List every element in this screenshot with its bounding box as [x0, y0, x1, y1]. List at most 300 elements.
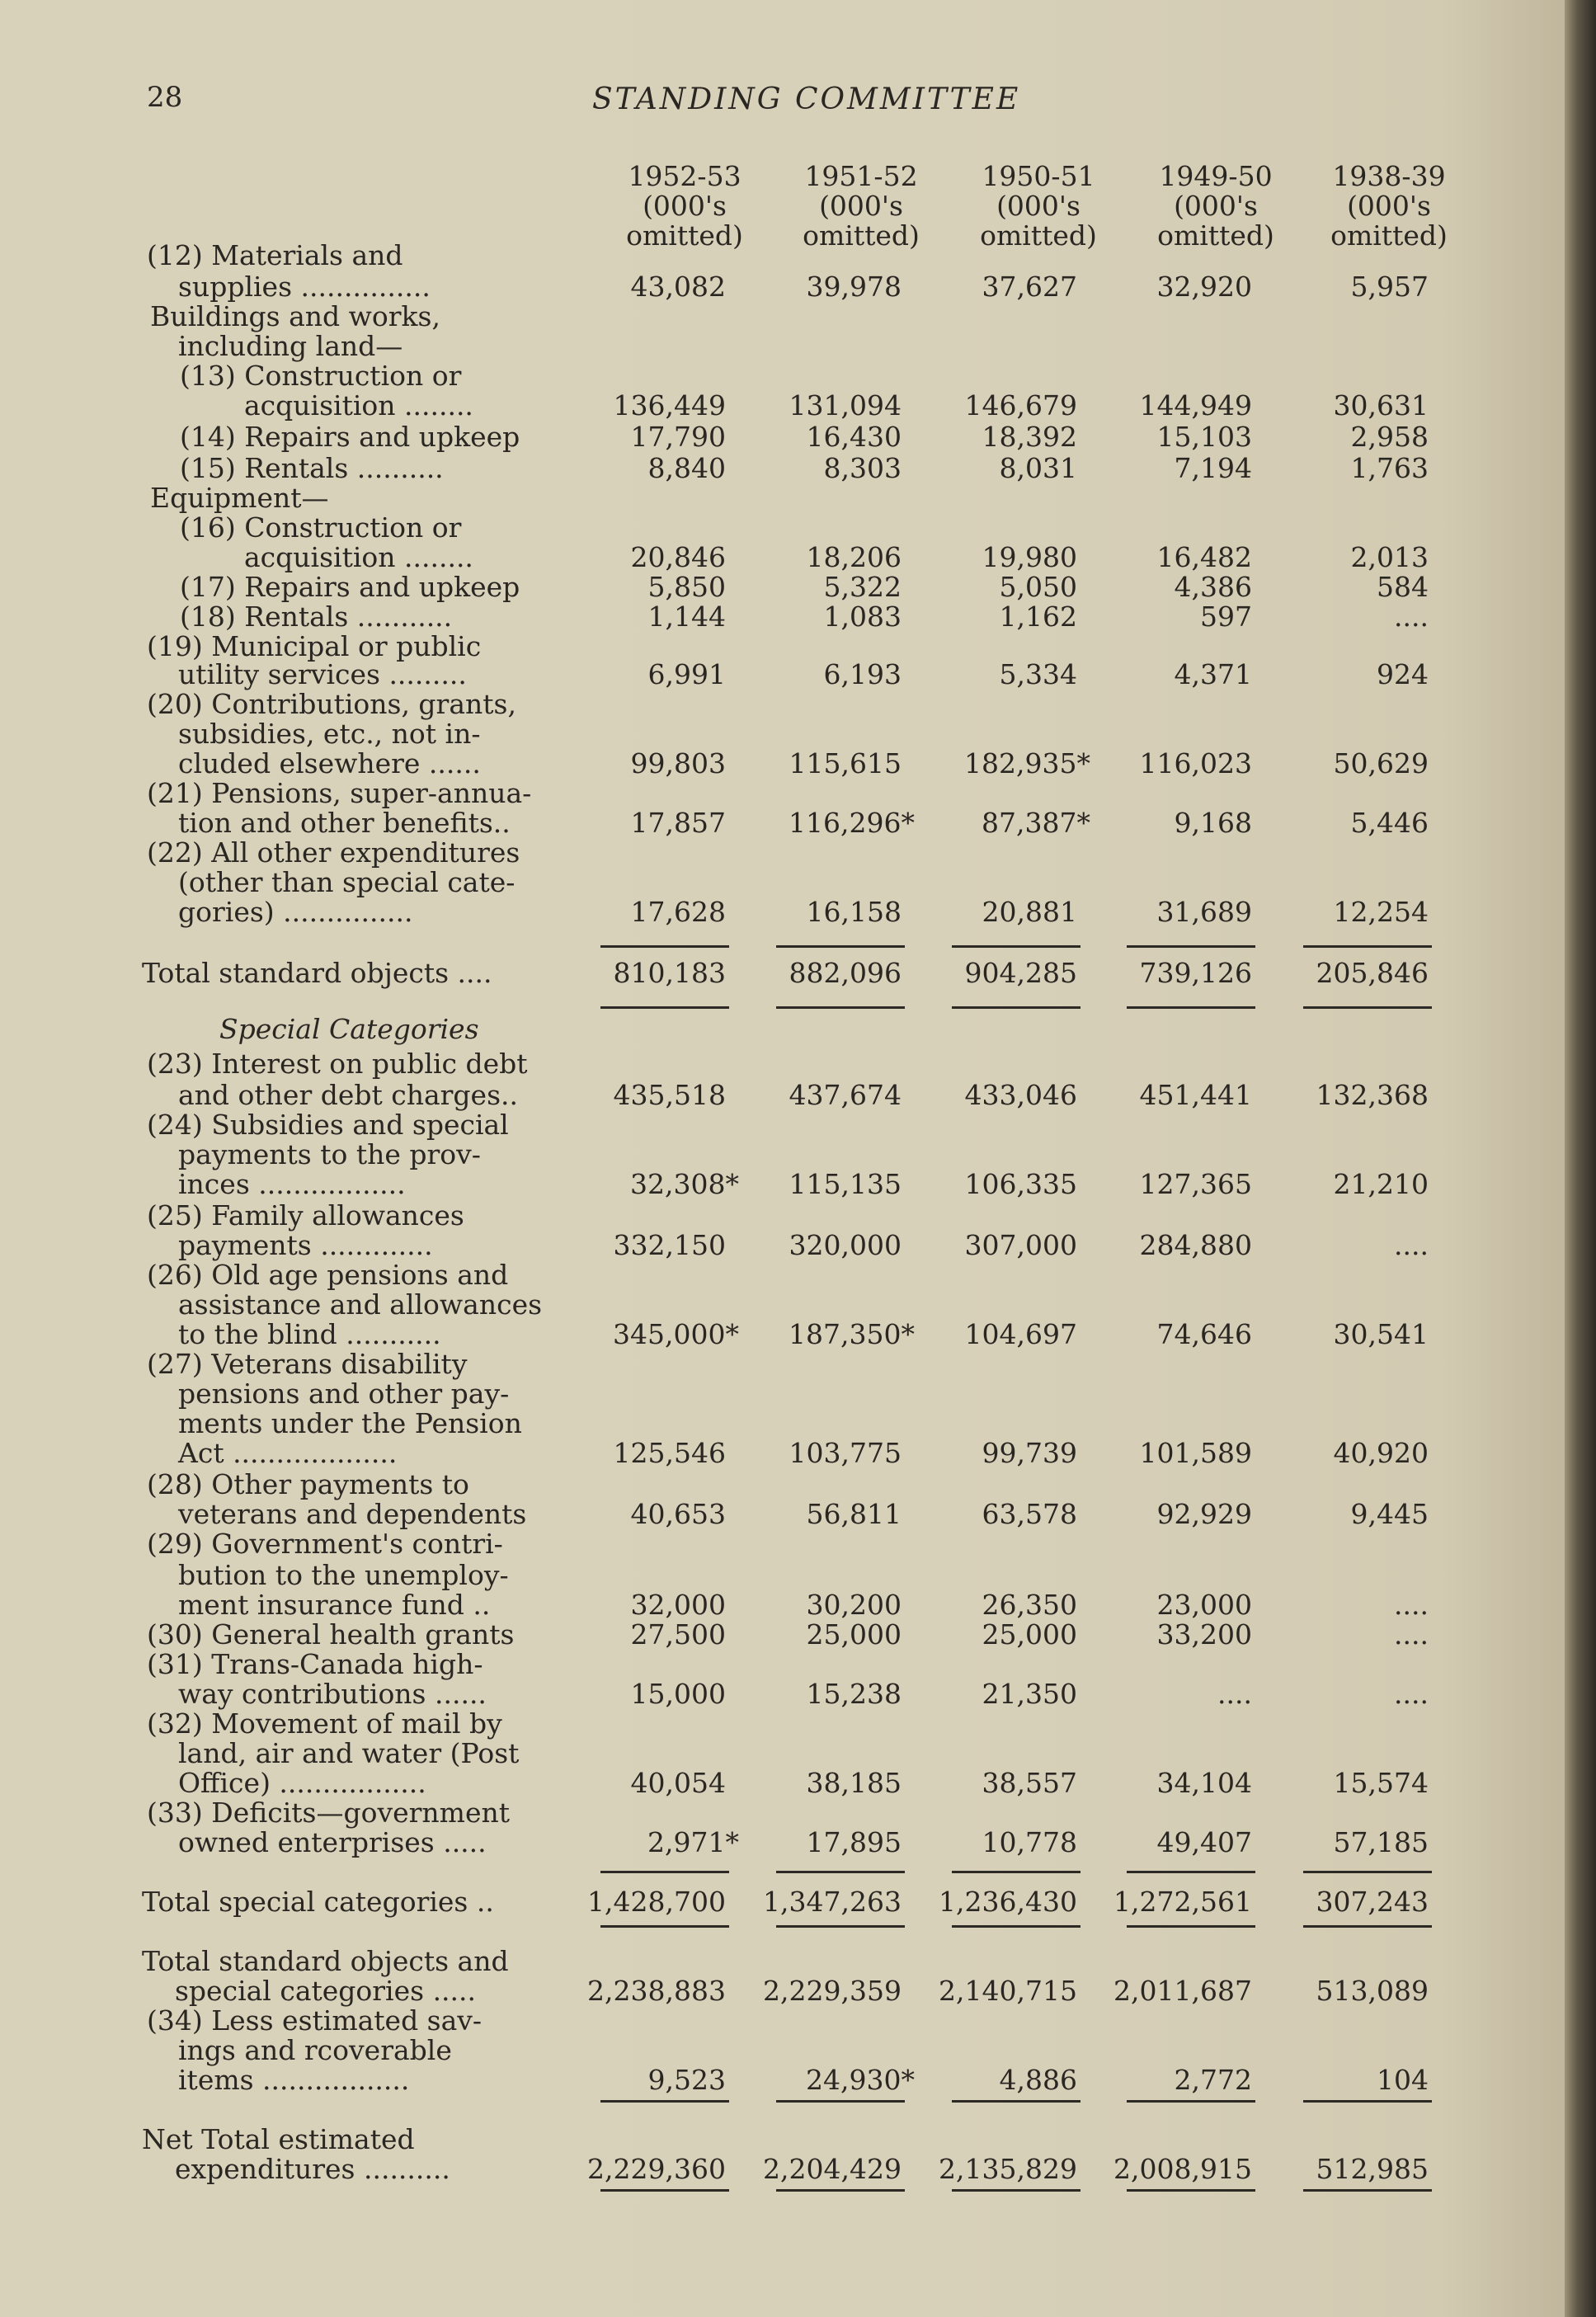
total-rule: [600, 2189, 729, 2192]
cell-1949-50: 4,371: [1174, 658, 1252, 690]
cell-1950-51: 433,046: [964, 1079, 1077, 1111]
column-header-year: 1949-50: [1159, 160, 1273, 192]
cell-1938-39: 9,445: [1350, 1498, 1429, 1530]
cell-1938-39: 5,446: [1350, 807, 1429, 839]
cell-1950-51: 99,739: [982, 1437, 1077, 1469]
row-label: (18) Rentals ...........: [180, 600, 453, 633]
total-rule: [952, 1871, 1080, 1873]
column-header-unit1: (000's: [996, 190, 1080, 222]
cell-1949-50: 31,689: [1156, 896, 1252, 928]
row-label: ings and rcoverable: [178, 2034, 452, 2066]
table-row: [0, 1439, 1567, 1468]
row-label: (other than special cate-: [178, 866, 516, 898]
total-rule: [776, 945, 905, 948]
row-label: special categories .....: [175, 1975, 477, 2007]
total-rule: [600, 1871, 729, 1873]
cell-1949-50: 2,772: [1174, 2064, 1252, 2096]
cell-1950-51: 104,697: [964, 1318, 1077, 1350]
table-row: [0, 2155, 1567, 2184]
cell-1951-52: 8,303: [823, 452, 902, 484]
table-label-line: [0, 1290, 1567, 1320]
table-label-line: [0, 1561, 1567, 1590]
cell-1938-39: ....: [1394, 1229, 1429, 1261]
row-label: (19) Municipal or public: [147, 630, 482, 662]
row-label: acquisition ........: [244, 389, 473, 421]
cell-1951-52: 1,347,263: [763, 1886, 902, 1918]
row-label: (24) Subsidies and special: [147, 1109, 509, 1141]
total-rule: [1303, 1871, 1432, 1873]
row-label: Special Categories: [219, 1013, 479, 1045]
row-label: (17) Repairs and upkeep: [180, 571, 520, 603]
row-label: (29) Government's contri-: [147, 1528, 503, 1560]
table-row: [0, 422, 1567, 452]
table-row: [0, 1500, 1567, 1529]
column-header-unit1: (000's: [1174, 190, 1258, 222]
cell-1950-51: 182,935*: [964, 747, 1090, 779]
cell-1952-53: 1,428,700: [587, 1886, 726, 1918]
cell-1952-53: 125,546: [613, 1437, 726, 1469]
row-label: (21) Pensions, super-annua-: [147, 777, 532, 809]
cell-1951-52: 2,229,359: [763, 1975, 902, 2007]
cell-1949-50: 284,880: [1139, 1229, 1252, 1261]
row-label: subsidies, etc., not in-: [178, 718, 481, 750]
cell-1951-52: 15,238: [806, 1678, 902, 1710]
total-rule: [1303, 1006, 1432, 1009]
column-header-year: 1951-52: [804, 160, 918, 192]
table-row: [0, 602, 1567, 632]
cell-1951-52: 38,185: [806, 1767, 902, 1799]
cell-1950-51: 8,031: [999, 452, 1077, 484]
cell-1952-53: 99,803: [630, 747, 726, 779]
cell-1949-50: 32,920: [1156, 271, 1252, 303]
row-label: ments under the Pension: [178, 1407, 522, 1439]
cell-1951-52: 16,158: [806, 896, 902, 928]
cell-1938-39: 30,541: [1333, 1318, 1429, 1350]
column-header-year: 1950-51: [982, 160, 1095, 192]
cell-1951-52: 56,811: [806, 1498, 902, 1530]
cell-1949-50: 116,023: [1139, 747, 1252, 779]
cell-1951-52: 25,000: [806, 1618, 902, 1651]
row-label: payments .............: [178, 1229, 433, 1261]
cell-1950-51: 5,050: [999, 571, 1077, 603]
row-label: (28) Other payments to: [147, 1468, 469, 1500]
cell-1938-39: 584: [1377, 571, 1429, 603]
total-rule: [600, 945, 729, 948]
table-row: [0, 454, 1567, 483]
table-row: [0, 1170, 1567, 1199]
table-label-line: [0, 868, 1567, 897]
cell-1952-53: 2,971*: [647, 1826, 739, 1858]
total-rule: [952, 2189, 1080, 2192]
table-row: [0, 958, 1567, 988]
cell-1952-53: 2,229,360: [587, 2153, 726, 2185]
cell-1949-50: 15,103: [1156, 421, 1252, 453]
row-label: gories) ...............: [178, 896, 413, 928]
cell-1952-53: 20,846: [630, 541, 726, 573]
cell-1938-39: ....: [1394, 600, 1429, 633]
running-head: STANDING COMMITTEE: [592, 82, 1021, 116]
cell-1950-51: 26,350: [982, 1589, 1077, 1621]
cell-1952-53: 17,628: [630, 896, 726, 928]
row-label: Total standard objects and: [142, 1945, 509, 1977]
table-row: [0, 1590, 1567, 1620]
cell-1950-51: 2,140,715: [939, 1975, 1077, 2007]
total-rule: [776, 1006, 905, 1009]
cell-1938-39: 1,763: [1350, 452, 1429, 484]
cell-1952-53: 17,857: [630, 807, 726, 839]
table-label-line: [0, 1349, 1567, 1379]
cell-1950-51: 904,285: [964, 957, 1077, 989]
row-label: (32) Movement of mail by: [147, 1707, 502, 1740]
total-rule: [1127, 1925, 1255, 1928]
cell-1949-50: ....: [1217, 1678, 1252, 1710]
column-header-unit1: (000's: [643, 190, 727, 222]
row-label: way contributions ......: [178, 1678, 487, 1710]
row-label: (31) Trans-Canada high-: [147, 1648, 483, 1680]
cell-1952-53: 43,082: [630, 271, 726, 303]
column-header-year: 1938-39: [1332, 160, 1446, 192]
total-rule: [600, 1925, 729, 1928]
total-rule: [1127, 2189, 1255, 2192]
cell-1952-53: 2,238,883: [587, 1975, 726, 2007]
table-label-line: [0, 690, 1567, 719]
table-row: [0, 1081, 1567, 1110]
cell-1952-53: 345,000*: [613, 1318, 739, 1350]
row-label: ment insurance fund ..: [178, 1589, 491, 1621]
row-label: cluded elsewhere ......: [178, 747, 481, 779]
total-rule: [1303, 945, 1432, 948]
cell-1949-50: 34,104: [1156, 1767, 1252, 1799]
row-label: Net Total estimated: [142, 2123, 415, 2155]
cell-1950-51: 37,627: [982, 271, 1077, 303]
row-label: (30) General health grants: [147, 1618, 515, 1651]
cell-1950-51: 10,778: [982, 1826, 1077, 1858]
row-label: bution to the unemploy-: [178, 1559, 509, 1591]
cell-1949-50: 451,441: [1139, 1079, 1252, 1111]
total-rule: [1127, 2100, 1255, 2103]
cell-1951-52: 16,430: [806, 421, 902, 453]
column-header-unit2: omitted): [1157, 219, 1274, 252]
table-label-line: [0, 332, 1567, 361]
total-rule: [776, 1925, 905, 1928]
table-label-line: [0, 1015, 1567, 1044]
cell-1951-52: 6,193: [823, 658, 902, 690]
cell-1952-53: 810,183: [613, 957, 726, 989]
cell-1952-53: 15,000: [630, 1678, 726, 1710]
table-row: [0, 749, 1567, 779]
total-rule: [1127, 1871, 1255, 1873]
cell-1949-50: 74,646: [1156, 1318, 1252, 1350]
row-label: (23) Interest on public debt: [147, 1048, 528, 1080]
cell-1938-39: ....: [1394, 1678, 1429, 1710]
row-label: land, air and water (Post: [178, 1737, 520, 1769]
row-label: payments to the prov-: [178, 1138, 481, 1170]
table-label-line: [0, 1650, 1567, 1679]
row-label: Office) .................: [178, 1767, 426, 1799]
total-rule: [952, 1006, 1080, 1009]
row-label: to the blind ...........: [178, 1318, 441, 1350]
cell-1951-52: 39,978: [806, 271, 902, 303]
cell-1951-52: 5,322: [823, 571, 902, 603]
cell-1950-51: 2,135,829: [939, 2153, 1077, 2185]
cell-1949-50: 597: [1200, 600, 1252, 633]
table-label-line: [0, 361, 1567, 391]
row-label: (15) Rentals ..........: [180, 452, 444, 484]
cell-1950-51: 106,335: [964, 1168, 1077, 1200]
row-label: (13) Construction or: [180, 360, 462, 392]
table-label-line: [0, 1140, 1567, 1170]
total-rule: [952, 1925, 1080, 1928]
cell-1938-39: 132,368: [1316, 1079, 1429, 1111]
row-label: including land—: [178, 330, 403, 362]
cell-1952-53: 136,449: [613, 389, 726, 421]
table-row: [0, 660, 1567, 690]
table-label-line: [0, 1110, 1567, 1140]
table-label-line: [0, 2036, 1567, 2065]
book-spine-shadow: [1565, 0, 1596, 2317]
table-label-line: [0, 1947, 1567, 1976]
cell-1952-53: 9,523: [647, 2064, 726, 2096]
row-label: tion and other benefits..: [178, 807, 511, 839]
table-row: [0, 1976, 1567, 2006]
table-row: [0, 391, 1567, 421]
cell-1949-50: 127,365: [1139, 1168, 1252, 1200]
page-number: 28: [147, 81, 183, 114]
table-row: [0, 1768, 1567, 1798]
row-label: Total standard objects ....: [142, 957, 492, 989]
cell-1951-52: 17,895: [806, 1826, 902, 1858]
table-label-line: [0, 1379, 1567, 1409]
cell-1951-52: 115,615: [789, 747, 902, 779]
cell-1949-50: 144,949: [1139, 389, 1252, 421]
row-label: Buildings and works,: [150, 300, 440, 332]
cell-1952-53: 6,991: [647, 658, 726, 690]
table-label-line: [0, 2006, 1567, 2036]
row-label: Total special categories ..: [142, 1886, 494, 1918]
table-row: [0, 543, 1567, 572]
row-label: (14) Repairs and upkeep: [180, 421, 520, 453]
cell-1938-39: 57,185: [1333, 1826, 1429, 1858]
row-label: acquisition ........: [244, 541, 473, 573]
table-label-line: [0, 302, 1567, 332]
table-row: [0, 572, 1567, 602]
cell-1949-50: 92,929: [1156, 1498, 1252, 1530]
table-label-line: [0, 1260, 1567, 1290]
cell-1938-39: 30,631: [1333, 389, 1429, 421]
table-label-line: [0, 1470, 1567, 1500]
row-label: owned enterprises .....: [178, 1826, 487, 1858]
cell-1951-52: 131,094: [789, 389, 902, 421]
table-label-line: [0, 1798, 1567, 1828]
column-header-unit2: omitted): [1330, 219, 1448, 252]
cell-1950-51: 5,334: [999, 658, 1077, 690]
table-label-line: [0, 779, 1567, 808]
cell-1938-39: 5,957: [1350, 271, 1429, 303]
row-label: (34) Less estimated sav-: [147, 2004, 483, 2037]
total-rule: [1303, 2189, 1432, 2192]
cell-1952-53: 435,518: [613, 1079, 726, 1111]
cell-1951-52: 1,083: [823, 600, 902, 633]
cell-1950-51: 1,162: [999, 600, 1077, 633]
row-label: (20) Contributions, grants,: [147, 688, 516, 720]
row-label: and other debt charges..: [178, 1079, 519, 1111]
row-label: (26) Old age pensions and: [147, 1259, 509, 1291]
table-row: [0, 1320, 1567, 1349]
table-label-line: [0, 241, 1567, 271]
row-label: Act ...................: [178, 1437, 398, 1469]
cell-1938-39: 2,958: [1350, 421, 1429, 453]
cell-1938-39: 15,574: [1333, 1767, 1429, 1799]
row-label: (27) Veterans disability: [147, 1348, 468, 1380]
cell-1938-39: 40,920: [1333, 1437, 1429, 1469]
row-label: items .................: [178, 2064, 410, 2096]
table-row: [0, 1620, 1567, 1650]
cell-1952-53: 5,850: [647, 571, 726, 603]
table-label-line: [0, 1049, 1567, 1079]
total-rule: [952, 945, 1080, 948]
cell-1951-52: 116,296*: [789, 807, 915, 839]
cell-1938-39: 205,846: [1316, 957, 1429, 989]
cell-1951-52: 320,000: [789, 1229, 902, 1261]
table-label-line: [0, 1739, 1567, 1768]
table-label-line: [0, 1201, 1567, 1231]
table-label-line: [0, 513, 1567, 543]
table-label-line: [0, 1529, 1567, 1559]
cell-1950-51: 19,980: [982, 541, 1077, 573]
table-label-line: [0, 1709, 1567, 1739]
cell-1950-51: 307,000: [964, 1229, 1077, 1261]
table-row: [0, 2065, 1567, 2095]
total-rule: [776, 2189, 905, 2192]
cell-1951-52: 115,135: [789, 1168, 902, 1200]
cell-1938-39: ....: [1394, 1589, 1429, 1621]
row-label: assistance and allowances: [178, 1288, 543, 1321]
cell-1949-50: 2,008,915: [1113, 2153, 1252, 2185]
table-label-line: [0, 2125, 1567, 2155]
row-label: supplies ...............: [178, 271, 431, 303]
cell-1950-51: 1,236,430: [939, 1886, 1077, 1918]
cell-1938-39: 513,089: [1316, 1975, 1429, 2007]
cell-1951-52: 24,930*: [806, 2064, 915, 2096]
cell-1951-52: 18,206: [806, 541, 902, 573]
cell-1938-39: 924: [1377, 658, 1429, 690]
cell-1951-52: 30,200: [806, 1589, 902, 1621]
cell-1952-53: 32,000: [630, 1589, 726, 1621]
total-rule: [776, 2100, 905, 2103]
cell-1952-53: 27,500: [630, 1618, 726, 1651]
total-rule: [1303, 1925, 1432, 1928]
cell-1951-52: 103,775: [789, 1437, 902, 1469]
cell-1952-53: 8,840: [647, 452, 726, 484]
cell-1949-50: 23,000: [1156, 1589, 1252, 1621]
table-label-line: [0, 483, 1567, 513]
table-row: [0, 1679, 1567, 1709]
total-rule: [952, 2100, 1080, 2103]
cell-1949-50: 4,386: [1174, 571, 1252, 603]
cell-1950-51: 38,557: [982, 1767, 1077, 1799]
cell-1951-52: 2,204,429: [763, 2153, 902, 2185]
cell-1949-50: 7,194: [1174, 452, 1252, 484]
cell-1950-51: 4,886: [999, 2064, 1077, 2096]
total-rule: [600, 1006, 729, 1009]
table-label-line: [0, 719, 1567, 749]
cell-1949-50: 33,200: [1156, 1618, 1252, 1651]
cell-1950-51: 20,881: [982, 896, 1077, 928]
column-header-unit1: (000's: [1347, 190, 1431, 222]
cell-1951-52: 187,350*: [789, 1318, 915, 1350]
column-header-unit1: (000's: [819, 190, 903, 222]
cell-1949-50: 2,011,687: [1113, 1975, 1252, 2007]
table-row: [0, 1828, 1567, 1858]
cell-1949-50: 9,168: [1174, 807, 1252, 839]
table-row: [0, 1231, 1567, 1260]
table-label-line: [0, 632, 1567, 662]
row-label: (16) Construction or: [180, 511, 462, 544]
table-label-line: [0, 1409, 1567, 1439]
row-label: utility services .........: [178, 658, 467, 690]
total-rule: [1127, 1006, 1255, 1009]
row-label: (33) Deficits—government: [147, 1797, 510, 1829]
cell-1950-51: 87,387*: [982, 807, 1090, 839]
cell-1952-53: 40,054: [630, 1767, 726, 1799]
cell-1938-39: 104: [1377, 2064, 1429, 2096]
total-rule: [1303, 2100, 1432, 2103]
cell-1938-39: 21,210: [1333, 1168, 1429, 1200]
cell-1952-53: 1,144: [647, 600, 726, 633]
column-header-unit2: omitted): [626, 219, 743, 252]
column-header-year: 1952-53: [628, 160, 742, 192]
row-label: (25) Family allowances: [147, 1199, 464, 1231]
table-row: [0, 272, 1567, 302]
row-label: expenditures ..........: [175, 2153, 450, 2185]
cell-1952-53: 40,653: [630, 1498, 726, 1530]
cell-1949-50: 49,407: [1156, 1826, 1252, 1858]
row-label: inces .................: [178, 1168, 406, 1200]
table-row: [0, 808, 1567, 838]
cell-1951-52: 882,096: [789, 957, 902, 989]
row-label: (22) All other expenditures: [147, 836, 520, 869]
cell-1950-51: 21,350: [982, 1678, 1077, 1710]
cell-1938-39: 12,254: [1333, 896, 1429, 928]
cell-1952-53: 32,308*: [630, 1168, 739, 1200]
cell-1938-39: ....: [1394, 1618, 1429, 1651]
cell-1938-39: 512,985: [1316, 2153, 1429, 2185]
cell-1952-53: 332,150: [613, 1229, 726, 1261]
table-row: [0, 1887, 1567, 1917]
table-label-line: [0, 838, 1567, 868]
column-header-unit2: omitted): [803, 219, 920, 252]
cell-1938-39: 50,629: [1333, 747, 1429, 779]
cell-1951-52: 437,674: [789, 1079, 902, 1111]
table-row: [0, 897, 1567, 927]
cell-1949-50: 101,589: [1139, 1437, 1252, 1469]
total-rule: [776, 1871, 905, 1873]
cell-1938-39: 2,013: [1350, 541, 1429, 573]
total-rule: [600, 2100, 729, 2103]
cell-1949-50: 1,272,561: [1113, 1886, 1252, 1918]
total-rule: [1127, 945, 1255, 948]
cell-1950-51: 25,000: [982, 1618, 1077, 1651]
cell-1950-51: 146,679: [964, 389, 1077, 421]
cell-1938-39: 307,243: [1316, 1886, 1429, 1918]
cell-1949-50: 16,482: [1156, 541, 1252, 573]
row-label: veterans and dependents: [178, 1498, 527, 1530]
cell-1952-53: 17,790: [630, 421, 726, 453]
cell-1949-50: 739,126: [1139, 957, 1252, 989]
row-label: pensions and other pay-: [178, 1377, 510, 1410]
row-label: Equipment—: [150, 482, 329, 514]
cell-1950-51: 18,392: [982, 421, 1077, 453]
